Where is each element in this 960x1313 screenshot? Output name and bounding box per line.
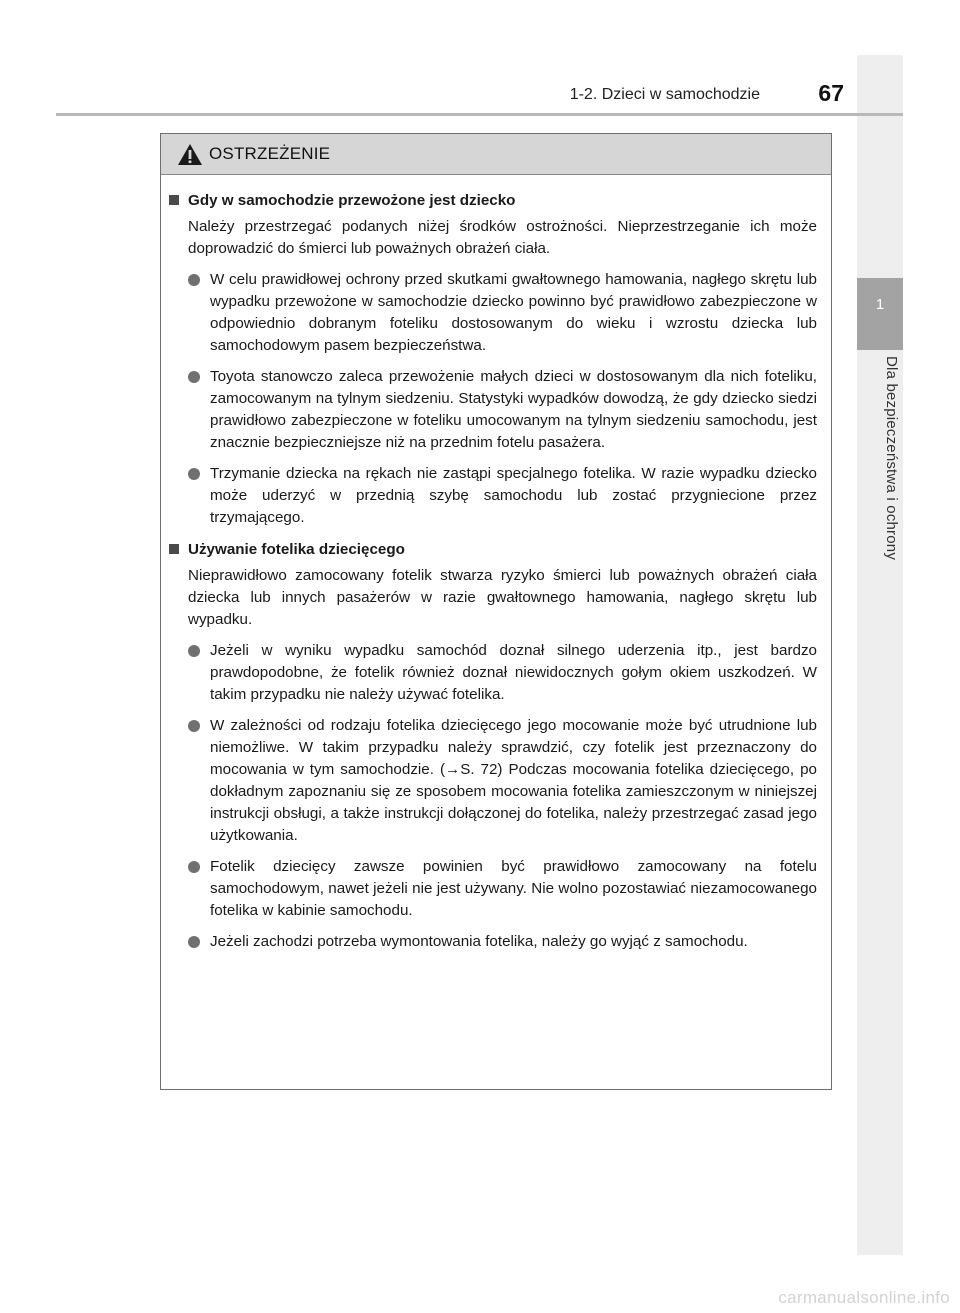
bullet-text: Jeżeli w wyniku wypadku samochód doznał silnego uderzenia itp., jest bardzo prawdopodobne, że fotelik również doznał niewidocznych gołym okiem uszkodzeń. W takim przypadku nie należy używać fotelika. — [210, 642, 817, 703]
bullet-dot-icon — [188, 645, 200, 657]
bullet-text: Fotelik dziecięcy zawsze powinien być prawidłowo zamocowany na fotelu samochodowym, nawet jeżeli nie jest używany. Nie wolno pozostawiać niezamocowanego fotelika w kabinie samochodu. — [210, 858, 817, 919]
bullet-text: Trzymanie dziecka na rękach nie zastąpi specjalnego fotelika. W razie wypadku dziecko może uderzyć w przednią szybę samochodu lub zostać przygniecione przez trzymającego. — [210, 465, 817, 526]
chapter-number: 1 — [875, 296, 885, 313]
bullet-item — [188, 640, 817, 706]
warning-triangle-icon — [177, 143, 203, 166]
section-title: 1-2. Dzieci w samochodzie — [569, 86, 760, 103]
section-heading-text: Używanie fotelika dziecięcego — [188, 541, 405, 558]
side-strip — [857, 55, 903, 1255]
bullet-text: Toyota stanowczo zaleca przewożenie małych dzieci w dostosowanym dla nich foteliku, zamocowanym na tylnym siedzeniu. Statystyki wypadków dowodzą, że gdy dziecko siedzi prawidłowo zabezpieczone w foteliku umocowanym na tylnym siedzeniu samochodu, jest znacznie bezpieczniejsze niż na przednim fotelu pasażera. — [210, 368, 817, 451]
bullet-dot-icon — [188, 274, 200, 286]
bullet-item — [188, 715, 817, 847]
chapter-label: Dla bezpieczeństwa i ochrony — [883, 356, 900, 561]
bullet-item — [188, 463, 817, 529]
bullet-item — [188, 366, 817, 454]
chapter-tab — [857, 278, 903, 350]
warning-title: OSTRZEŻENIE — [209, 144, 331, 163]
square-bullet-icon — [169, 544, 179, 554]
section-heading-text: Gdy w samochodzie przewożone jest dziecko — [188, 192, 516, 209]
bullet-text: W zależności od rodzaju fotelika dziecięcego jego mocowanie może być utrudnione lub niemożliwe. W takim przypadku należy sprawdzić, czy fotelik jest przeznaczony do mocowania w tym samochodzie. (→S. 72) Podczas mocowania fotelika dziecięcego, po dokładnym zapoznaniu się ze sposobem mocowania fotelika zamieszczonym w niniejszej instrukcji obsługi, a także instrukcji dołączonej do fotelika, należy przestrzegać zasad jego użytkowania. — [210, 717, 817, 844]
bullet-dot-icon — [188, 936, 200, 948]
watermark: carmanualsonline.info — [778, 1288, 950, 1307]
bullet-text: Jeżeli zachodzi potrzeba wymontowania fotelika, należy go wyjąć z samochodu. — [210, 933, 748, 950]
bullet-text: W celu prawidłowej ochrony przed skutkami gwałtownego hamowania, nagłego skrętu lub wypadku przewożone w samochodzie dziecko powinno być prawidłowo zabezpieczone w odpowiednio dobranym foteliku dostosowanym do wieku i wzrostu dziecka lub samochodowym pasem bezpieczeństwa. — [210, 271, 817, 354]
bullet-item — [188, 269, 817, 357]
bullet-item — [188, 931, 817, 953]
warning-header — [161, 134, 831, 175]
bullet-dot-icon — [188, 861, 200, 873]
section-intro: Należy przestrzegać podanych niżej środków ostrożności. Nieprzestrzeganie ich może doprowadzić do śmierci lub poważnych obrażeń ciała. — [188, 218, 817, 257]
bullet-dot-icon — [188, 468, 200, 480]
square-bullet-icon — [169, 195, 179, 205]
header-rule — [56, 113, 903, 116]
page-number: 67 — [818, 80, 844, 106]
bullet-dot-icon — [188, 371, 200, 383]
warning-body — [161, 175, 831, 953]
section-heading — [169, 539, 817, 561]
section-heading — [169, 190, 817, 212]
bullet-item — [188, 856, 817, 922]
bullet-dot-icon — [188, 720, 200, 732]
warning-box — [160, 133, 832, 1090]
section-intro: Nieprawidłowo zamocowany fotelik stwarza ryzyko śmierci lub poważnych obrażeń ciała dziecka lub innych pasażerów w razie gwałtownego hamowania, nagłego skrętu lub wypadku. — [188, 567, 817, 628]
